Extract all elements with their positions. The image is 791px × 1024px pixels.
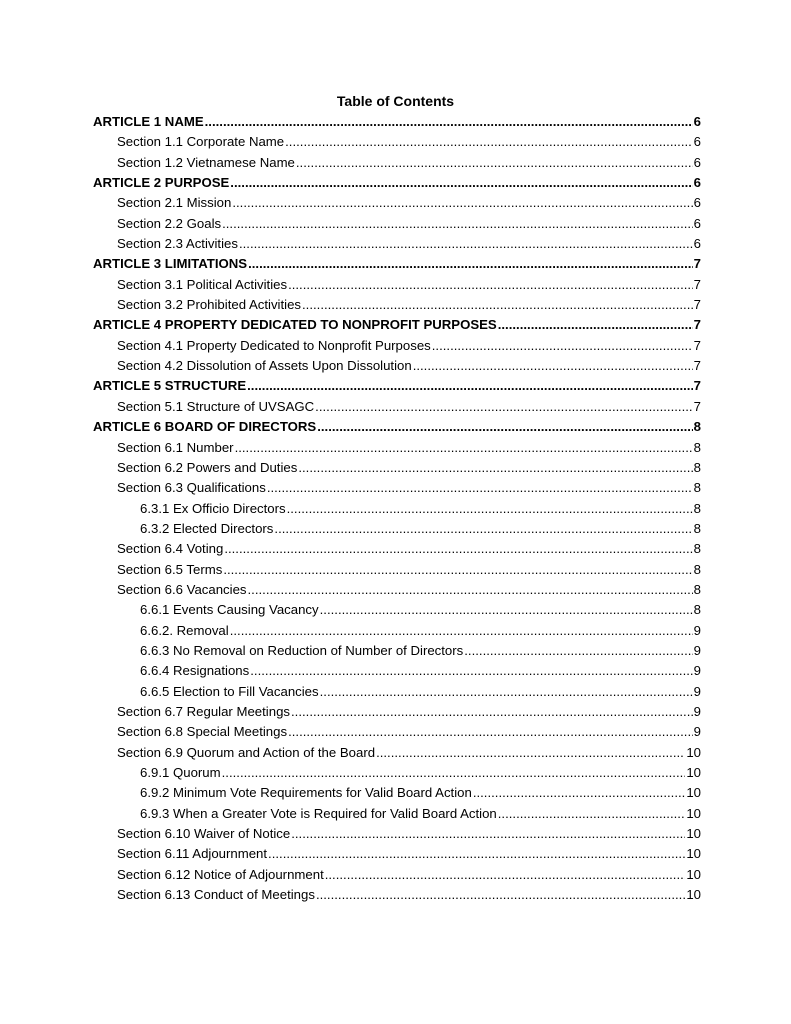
- toc-section-entry[interactable]: [93, 824, 701, 844]
- toc-entry-label: 6.6.3 No Removal on Reduction of Number of Directors: [140, 642, 464, 658]
- toc-page-number: 8: [693, 480, 701, 496]
- toc-page-number: 10: [686, 744, 701, 760]
- toc-entry-label: 6.9.3 When a Greater Vote is Required for Valid Board Action: [140, 805, 497, 821]
- toc-entry-label: Section 2.1 Mission: [117, 195, 232, 211]
- toc-page-number: 8: [693, 581, 701, 597]
- toc-article-entry[interactable]: [93, 173, 701, 193]
- toc-subsection-entry[interactable]: [93, 519, 701, 539]
- toc-dot-leader: [315, 397, 692, 417]
- toc-section-entry[interactable]: [93, 743, 701, 763]
- toc-subsection-entry[interactable]: [93, 499, 701, 519]
- toc-entry-label: Section 6.6 Vacancies: [117, 581, 247, 597]
- toc-article-entry[interactable]: [93, 376, 701, 396]
- toc-section-entry[interactable]: [93, 458, 701, 478]
- toc-article-entry[interactable]: [93, 254, 701, 274]
- toc-dot-leader: [325, 865, 686, 885]
- toc-page-number: 9: [693, 642, 701, 658]
- toc-entry-label: Section 6.10 Waiver of Notice: [117, 826, 291, 842]
- toc-page-number: 6: [693, 134, 701, 150]
- toc-page-number: 9: [693, 703, 701, 719]
- toc-section-entry[interactable]: [93, 336, 701, 356]
- toc-dot-leader: [222, 214, 693, 234]
- toc-page-number: 8: [693, 602, 701, 618]
- toc-section-entry[interactable]: [93, 560, 701, 580]
- toc-section-entry[interactable]: [93, 844, 701, 864]
- toc-entry-label: Section 6.11 Adjournment: [117, 846, 268, 862]
- toc-dot-leader: [274, 519, 692, 539]
- toc-entry-label: 6.6.4 Resignations: [140, 663, 250, 679]
- toc-page-number: 6: [693, 175, 701, 191]
- toc-page-number: 6: [693, 195, 701, 211]
- toc-page-number: 6: [693, 215, 701, 231]
- toc-dot-leader: [224, 539, 692, 559]
- toc-page-number: 7: [693, 297, 701, 313]
- toc-entry-label: Section 6.1 Number: [117, 439, 234, 455]
- toc-entry-label: Section 3.1 Political Activities: [117, 276, 288, 292]
- toc-section-entry[interactable]: [93, 702, 701, 722]
- toc-page-number: 6: [693, 154, 701, 170]
- toc-page-number: 6: [693, 236, 701, 252]
- toc-dot-leader: [248, 580, 693, 600]
- toc-page-number: 6: [693, 114, 701, 129]
- toc-section-entry[interactable]: [93, 193, 701, 213]
- toc-entry-label: 6.3.2 Elected Directors: [140, 520, 274, 536]
- toc-page-number: 7: [693, 398, 701, 414]
- toc-section-entry[interactable]: [93, 885, 701, 905]
- toc-entry-label: Section 1.2 Vietnamese Name: [117, 154, 295, 170]
- toc-dot-leader: [285, 132, 693, 152]
- toc-section-entry[interactable]: [93, 234, 701, 254]
- toc-dot-leader: [222, 763, 686, 783]
- toc-dot-leader: [498, 315, 693, 335]
- toc-entry-label: Section 5.1 Structure of UVSAGC: [117, 398, 315, 414]
- toc-title: Table of Contents: [336, 93, 455, 109]
- toc-page-number: 8: [693, 459, 701, 475]
- toc-dot-leader: [413, 356, 693, 376]
- toc-page-number: 7: [693, 378, 701, 394]
- toc-entry-label: Section 6.9 Quorum and Action of the Board: [117, 744, 376, 760]
- toc-page-number: 10: [686, 826, 701, 842]
- toc-entry-label: ARTICLE 3 LIMITATIONS: [93, 256, 248, 272]
- toc-dot-leader: [248, 254, 693, 274]
- toc-dot-leader: [464, 641, 692, 661]
- toc-entry-label: Section 4.2 Dissolution of Assets Upon Dissolution: [117, 358, 412, 374]
- toc-subsection-entry[interactable]: [93, 783, 701, 803]
- toc-page-number: 10: [686, 846, 701, 862]
- toc-page-number: 10: [686, 805, 701, 821]
- toc-page-number: 7: [693, 276, 701, 292]
- toc-page-number: 10: [686, 765, 701, 780]
- toc-subsection-entry[interactable]: [93, 682, 701, 702]
- toc-entry-label: ARTICLE 4 PROPERTY DEDICATED TO NONPROFIT PURPOSES: [93, 317, 497, 333]
- toc-entry-label: 6.6.1 Events Causing Vacancy: [140, 602, 319, 618]
- toc-section-entry[interactable]: [93, 132, 701, 152]
- toc-entry-label: ARTICLE 2 PURPOSE: [93, 175, 230, 191]
- toc-subsection-entry[interactable]: [93, 641, 701, 661]
- toc-section-entry[interactable]: [93, 356, 701, 376]
- toc-dot-leader: [205, 112, 693, 132]
- toc-section-entry[interactable]: [93, 397, 701, 417]
- toc-page-number: 8: [693, 561, 701, 577]
- toc-subsection-entry[interactable]: [93, 661, 701, 681]
- toc-section-entry[interactable]: [93, 478, 701, 498]
- toc-entry-label: Section 6.2 Powers and Duties: [117, 459, 298, 475]
- toc-page-number: 7: [693, 358, 701, 374]
- toc-page-number: 9: [693, 683, 701, 699]
- toc-subsection-entry[interactable]: [93, 804, 701, 824]
- toc-subsection-entry[interactable]: [93, 763, 701, 783]
- toc-dot-leader: [296, 153, 693, 173]
- toc-entry-label: Section 6.4 Voting: [117, 541, 224, 557]
- toc-section-entry[interactable]: [93, 539, 701, 559]
- toc-dot-leader: [250, 661, 692, 681]
- toc-entry-label: Section 6.12 Notice of Adjournment: [117, 866, 324, 882]
- toc-dot-leader: [230, 621, 693, 641]
- toc-page-number: 9: [693, 724, 701, 740]
- toc-section-entry[interactable]: [93, 438, 701, 458]
- toc-section-entry[interactable]: [93, 214, 701, 234]
- toc-dot-leader: [268, 844, 685, 864]
- toc-entry-label: ARTICLE 5 STRUCTURE: [93, 378, 247, 394]
- toc-dot-leader: [288, 722, 693, 742]
- toc-section-entry[interactable]: [93, 275, 701, 295]
- toc-entry-label: Section 1.1 Corporate Name: [117, 134, 285, 150]
- toc-entry-label: Section 3.2 Prohibited Activities: [117, 297, 301, 313]
- toc-subsection-entry[interactable]: [93, 621, 701, 641]
- toc-section-entry[interactable]: [93, 153, 701, 173]
- toc-dot-leader: [247, 376, 693, 396]
- toc-entry-label: 6.9.1 Quorum: [140, 765, 221, 780]
- toc-entry-label: ARTICLE 1 NAME: [93, 114, 204, 129]
- toc-article-entry[interactable]: [93, 112, 701, 132]
- toc-dot-leader: [291, 824, 685, 844]
- toc-section-entry[interactable]: [93, 865, 701, 885]
- toc-subsection-entry[interactable]: [93, 600, 701, 620]
- toc-dot-leader: [298, 458, 692, 478]
- toc-entry-label: Section 6.5 Terms: [117, 561, 223, 577]
- toc-page-number: 10: [686, 866, 701, 882]
- toc-dot-leader: [473, 783, 686, 803]
- toc-page-number: 7: [693, 317, 701, 333]
- toc-article-entry[interactable]: [93, 417, 701, 437]
- toc-entry-label: ARTICLE 6 BOARD OF DIRECTORS: [93, 419, 317, 435]
- toc-dot-leader: [320, 600, 693, 620]
- toc-dot-leader: [239, 234, 693, 254]
- toc-section-entry[interactable]: [93, 295, 701, 315]
- toc-dot-leader: [232, 193, 692, 213]
- toc-dot-leader: [302, 295, 693, 315]
- toc-entry-label: Section 6.13 Conduct of Meetings: [117, 887, 315, 903]
- toc-section-entry[interactable]: [93, 580, 701, 600]
- toc-entry-label: 6.9.2 Minimum Vote Requirements for Valid Board Action: [140, 785, 472, 801]
- toc-section-entry[interactable]: [93, 722, 701, 742]
- toc-entry-label: Section 6.7 Regular Meetings: [117, 703, 291, 719]
- toc-dot-leader: [230, 173, 692, 193]
- toc-page-number: 8: [693, 419, 701, 435]
- toc-entry-label: Section 4.1 Property Dedicated to Nonprofit Purposes: [117, 337, 431, 353]
- toc-page-number: 10: [686, 785, 701, 801]
- toc-page-number: 8: [693, 500, 701, 516]
- toc-entry-label: 6.6.2. Removal: [140, 622, 229, 638]
- toc-dot-leader: [432, 336, 693, 356]
- toc-entry-label: Section 2.2 Goals: [117, 215, 222, 231]
- toc-entry-label: 6.6.5 Election to Fill Vacancies: [140, 683, 319, 699]
- toc-dot-leader: [288, 275, 693, 295]
- toc-dot-leader: [498, 804, 686, 824]
- toc-page-number: 8: [693, 520, 701, 536]
- toc-entry-label: Section 2.3 Activities: [117, 236, 238, 252]
- toc-page-number: 8: [693, 541, 701, 557]
- toc-dot-leader: [287, 499, 693, 519]
- toc-entry-label: Section 6.8 Special Meetings: [117, 724, 288, 740]
- toc-page-number: 9: [693, 663, 701, 679]
- toc-list: [93, 112, 701, 905]
- toc-page-number: 7: [693, 337, 701, 353]
- toc-page-number: 9: [693, 622, 701, 638]
- toc-dot-leader: [223, 560, 692, 580]
- toc-dot-leader: [291, 702, 693, 722]
- toc-dot-leader: [320, 682, 693, 702]
- toc-dot-leader: [316, 885, 685, 905]
- toc-dot-leader: [376, 743, 685, 763]
- toc-dot-leader: [317, 417, 692, 437]
- toc-entry-label: Section 6.3 Qualifications: [117, 480, 266, 496]
- toc-page-number: 7: [693, 256, 701, 272]
- toc-dot-leader: [235, 438, 693, 458]
- toc-page-number: 8: [693, 439, 701, 455]
- toc-page-number: 10: [686, 887, 701, 903]
- toc-dot-leader: [267, 478, 693, 498]
- toc-entry-label: 6.3.1 Ex Officio Directors: [140, 500, 286, 516]
- toc-article-entry[interactable]: [93, 315, 701, 335]
